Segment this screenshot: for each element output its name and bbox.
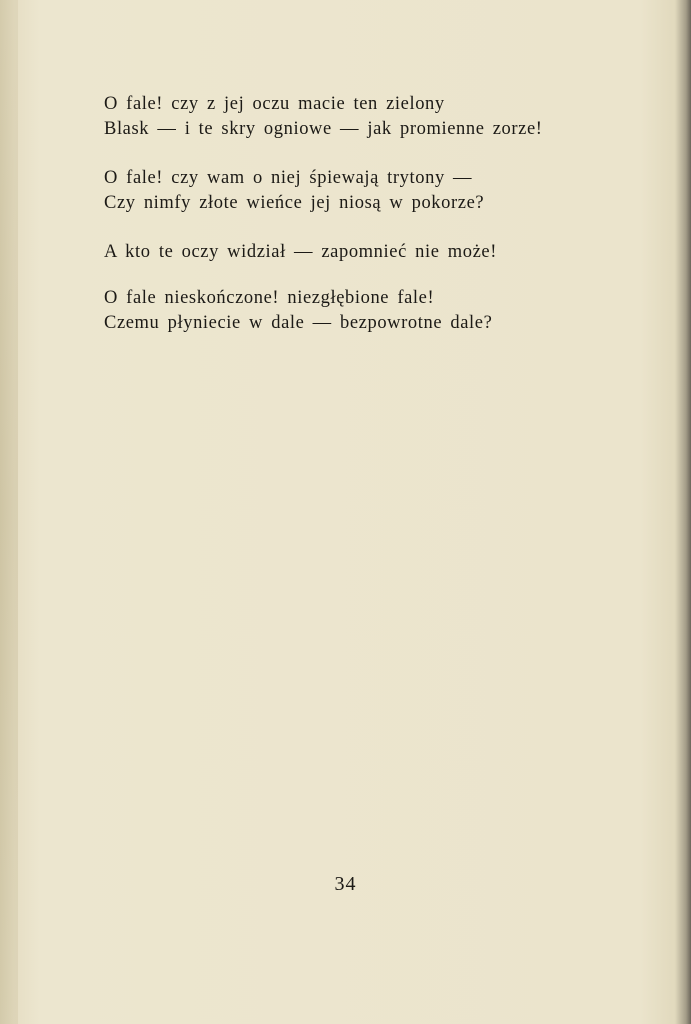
poem-line: Czemu płyniecie w dale — bezpowrotne dale? (104, 313, 493, 333)
poem-line: Blask — i te skry ogniowe — jak promienne zorze! (104, 119, 543, 139)
bleed-through-texture (160, 360, 640, 840)
poem-line: O fale nieskończone! niezgłębione fale! (104, 288, 435, 308)
poem-line: Czy nimfy złote wieńce jej niosą w pokorze? (104, 193, 485, 213)
poem (104, 92, 664, 360)
poem-line: A kto te oczy widział — zapomnieć nie może! (104, 242, 497, 262)
poem-line: O fale! czy z jej oczu macie ten zielony (104, 94, 445, 114)
page-number: 34 (334, 873, 357, 895)
stanza-4 (104, 286, 664, 336)
binding-edge (0, 0, 18, 1024)
stanza-1 (104, 92, 664, 142)
stanza-3 (104, 240, 664, 265)
poem-line: O fale! czy wam o niej śpiewają trytony — (104, 168, 473, 188)
stanza-2 (104, 166, 664, 216)
